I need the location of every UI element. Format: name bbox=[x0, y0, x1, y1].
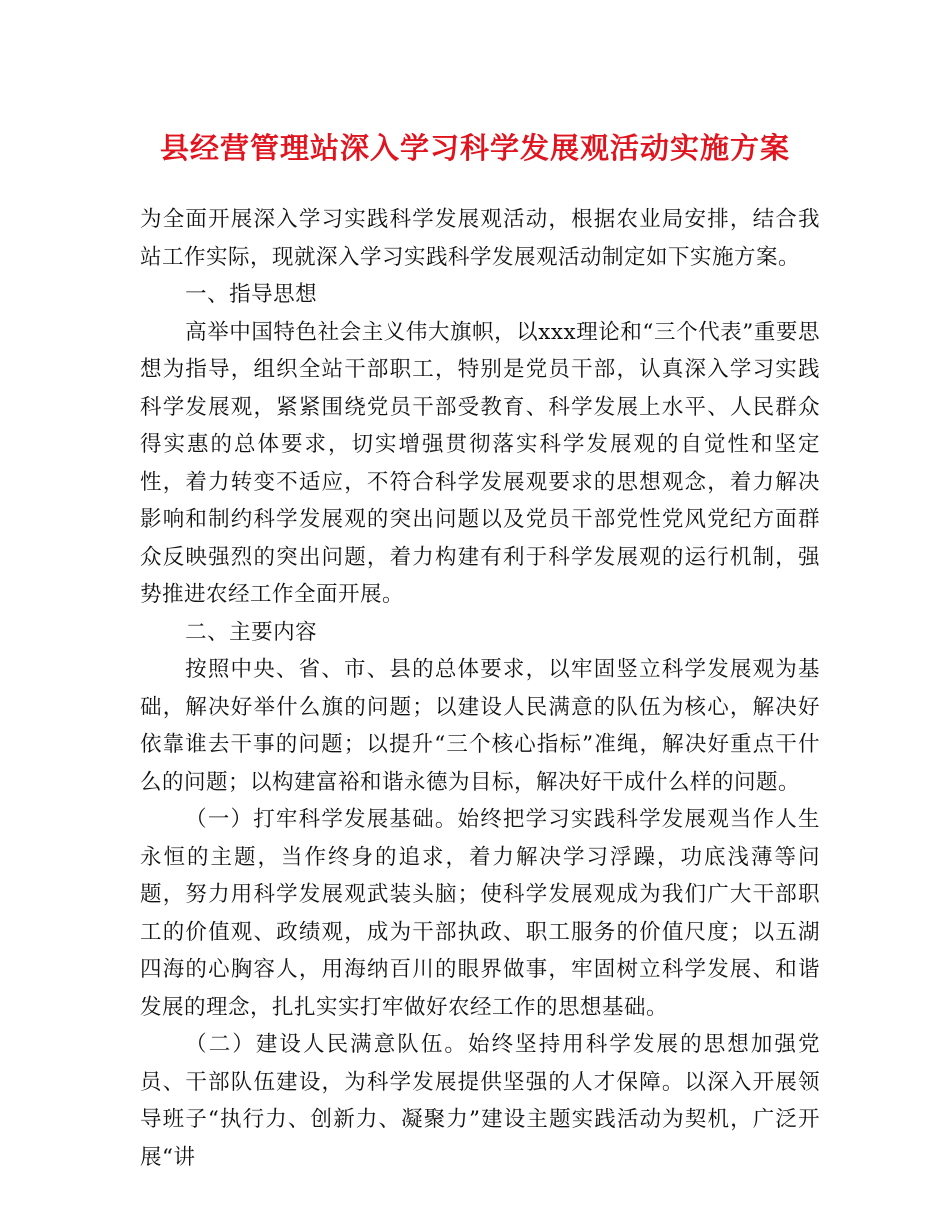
section-heading-guiding-ideology: 一、指导思想 bbox=[185, 282, 318, 307]
main-content-paragraph: 按照中央、省、市、县的总体要求，以牢固竖立科学发展观为基础，解决好举什么旗的问题；以建设人民满意的队伍为核心，解决好依靠谁去干事的问题；以提升“三个核心指标”准绳，解决好重点干什么的问题；以构建富裕和谐永德为目标，解决好干成什么样的问题。 bbox=[140, 657, 820, 795]
document-body bbox=[140, 201, 820, 1176]
guiding-ideology-paragraph: 高举中国特色社会主义伟大旗帜，以xxx理论和“三个代表”重要思想为指导，组织全站干部职工，特别是党员干部，认真深入学习实践科学发展观，紧紧围绕党员干部受教育、科学发展上水平、人民群众得实惠的总体要求，切实增强贯彻落实科学发展观的自觉性和坚定性，着力转变不适应，不符合科学发展观要求的思想观念，着力解决影响和制约科学发展观的突出问题以及党员干部党性党风党纪方面群众反映强烈的突出问题，着力构建有利于科学发展观的运行机制，强势推进农经工作全面开展。 bbox=[140, 319, 820, 607]
section-heading-main-content: 二、主要内容 bbox=[185, 619, 318, 645]
subsection-2-paragraph: （二）建设人民满意队伍。始终坚持用科学发展的思想加强党员、干部队伍建设，为科学发展提供坚强的人才保障。以深入开展领导班子“执行力、创新力、凝聚力”建设主题实践活动为契机，广泛开展“讲 bbox=[140, 1032, 820, 1170]
subsection-1-paragraph: （一）打牢科学发展基础。始终把学习实践科学发展观当作人生永恒的主题，当作终身的追求，着力解决学习浮躁，功底浅薄等问题，努力用科学发展观武装头脑；使科学发展观成为我们广大干部职工的价值观、政绩观，成为干部执政、职工服务的价值尺度；以五湖四海的心胸容人，用海纳百川的眼界做事，牢固树立科学发展、和谐发展的理念，扎扎实实打牢做好农经工作的思想基础。 bbox=[140, 807, 820, 1020]
intro-paragraph: 为全面开展深入学习实践科学发展观活动，根据农业局安排，结合我站工作实际，现就深入学习实践科学发展观活动制定如下实施方案。 bbox=[140, 207, 820, 270]
document-title: 县经营管理站深入学习科学发展观活动实施方案 bbox=[159, 131, 790, 165]
